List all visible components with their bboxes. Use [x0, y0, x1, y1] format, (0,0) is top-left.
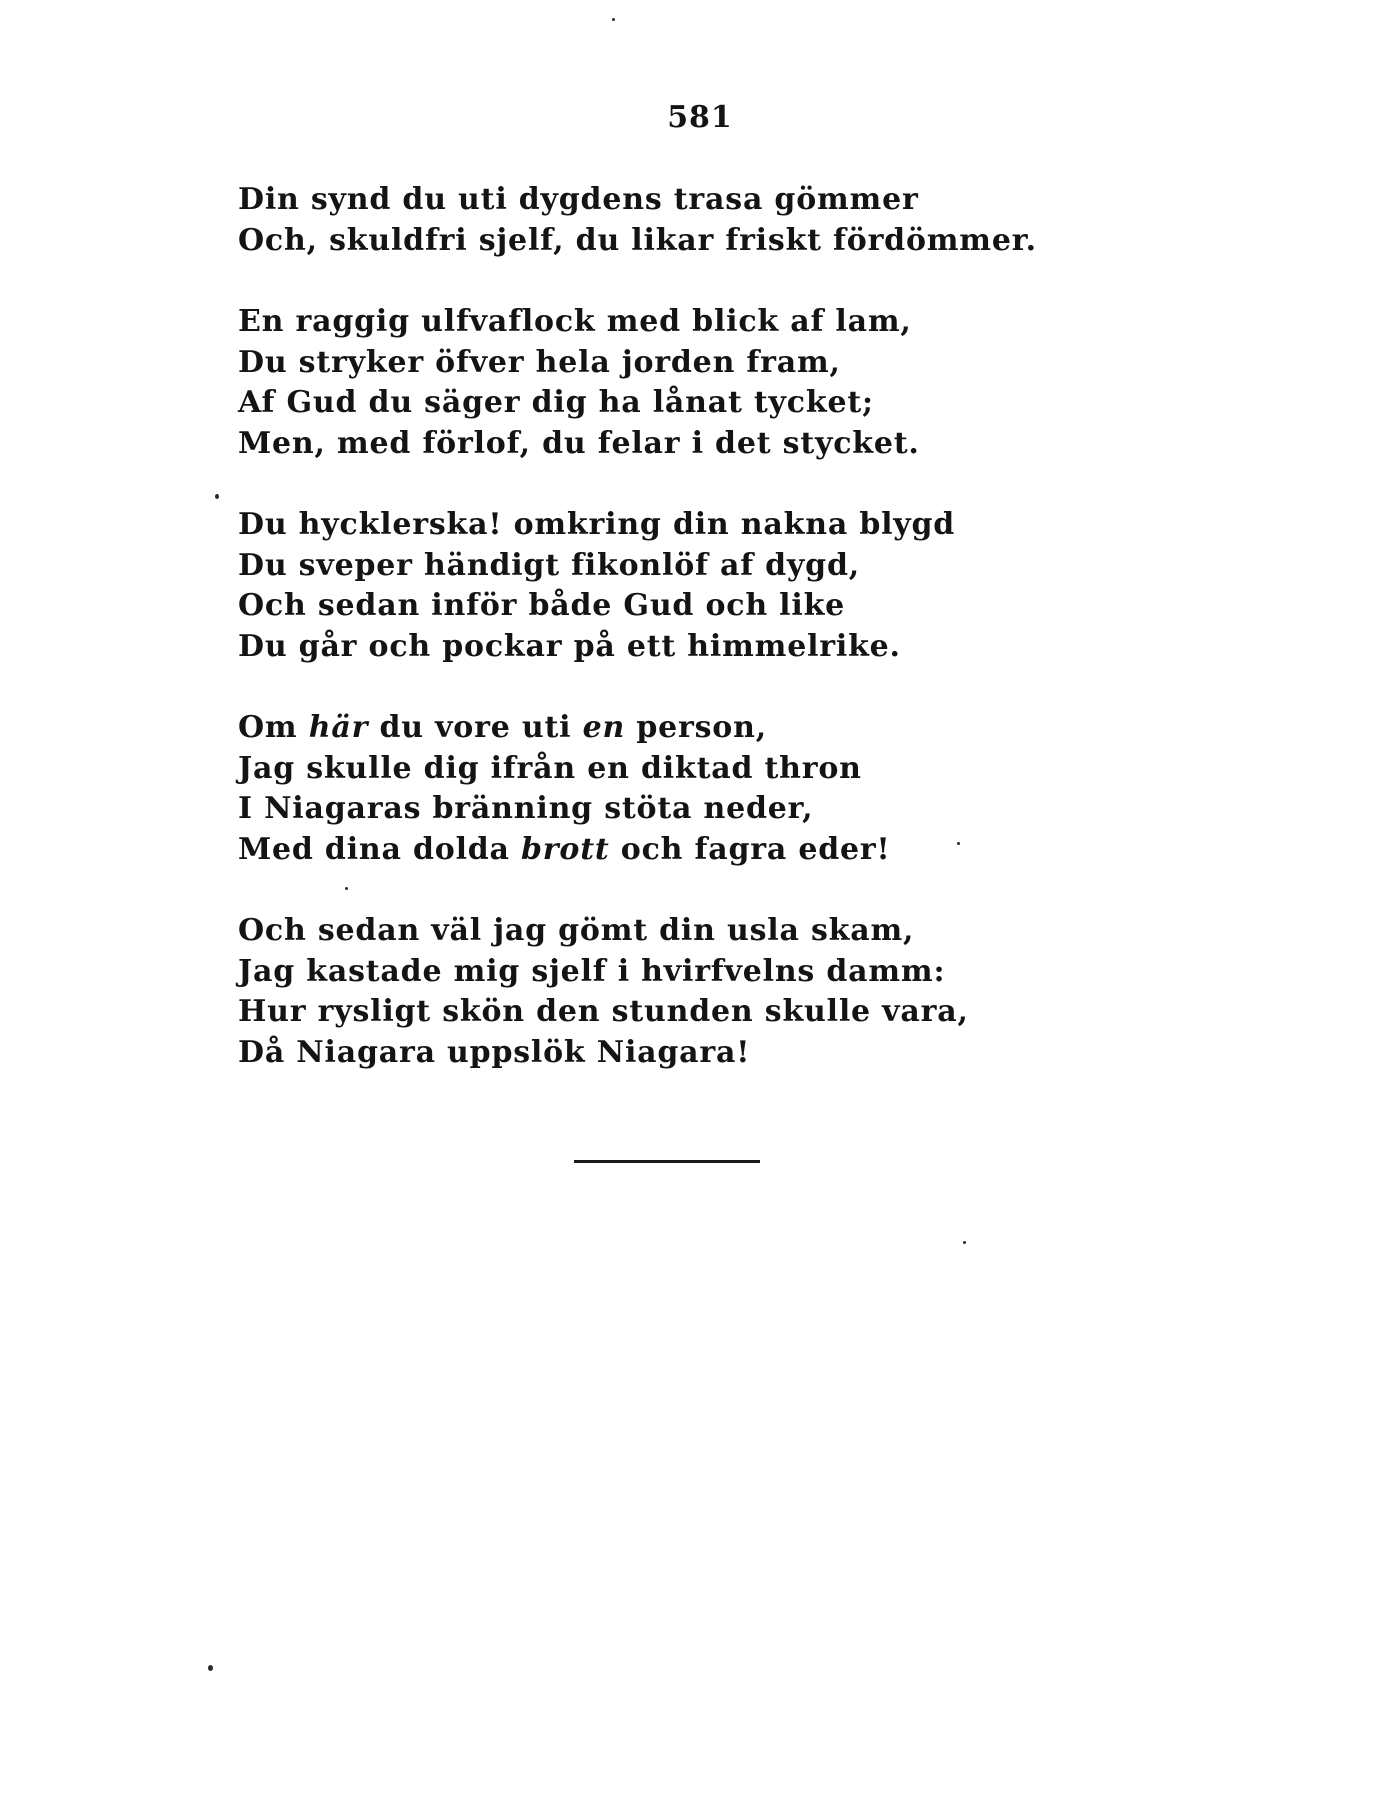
poem-line — [238, 343, 1238, 384]
line-text: Med dina dolda — [238, 831, 522, 867]
stanza — [238, 302, 1238, 464]
poem-line — [238, 992, 1238, 1033]
poem-line — [238, 302, 1238, 343]
line-text: Då Niagara uppslök Niagara! — [238, 1034, 751, 1070]
line-text: I Niagaras bränning stöta neder, — [238, 791, 814, 826]
line-text: Och sedan inför både Gud och like — [238, 588, 846, 623]
line-text: Jag kastade mig sjelf i hvirfvelns damm: — [238, 953, 946, 989]
line-text: och fagra eder! — [609, 831, 891, 867]
stanza — [238, 505, 1238, 667]
poem-line — [238, 180, 1238, 221]
line-text: Om — [238, 710, 309, 745]
line-text: Din synd du uti dygdens trasa gömmer — [238, 182, 919, 217]
line-text: Du går och pockar på ett himmelrike. — [238, 628, 901, 664]
scan-speck — [963, 1241, 966, 1244]
scan-speck — [957, 842, 960, 845]
poem-line — [238, 952, 1238, 993]
poem-line — [238, 830, 1238, 871]
poem-line — [238, 708, 1238, 749]
stanza — [238, 180, 1238, 261]
line-text: Och sedan väl jag gömt din usla skam, — [238, 913, 915, 948]
scan-speck — [208, 1665, 213, 1671]
italic-word: här — [308, 710, 369, 745]
poem-line — [238, 749, 1238, 790]
end-rule — [574, 1160, 760, 1163]
line-text: Jag skulle dig ifrån en diktad thron — [238, 750, 862, 786]
poem-line — [238, 424, 1238, 465]
page-number: 581 — [667, 100, 733, 135]
line-text: En raggig ulfvaflock med blick af lam, — [238, 304, 912, 339]
line-text: Af Gud du säger dig ha lånat tycket; — [238, 385, 874, 420]
poem-line — [238, 586, 1238, 627]
poem — [238, 180, 1238, 1114]
poem-line — [238, 221, 1238, 262]
poem-line — [238, 789, 1238, 830]
italic-word: brott — [521, 831, 610, 867]
line-text: du vore uti — [368, 710, 583, 745]
scan-speck — [612, 18, 615, 21]
stanza — [238, 911, 1238, 1073]
poem-line — [238, 383, 1238, 424]
line-text: Och, skuldfri sjelf, du likar friskt fördömmer. — [238, 222, 1037, 258]
scan-speck — [345, 887, 348, 890]
poem-line — [238, 627, 1238, 668]
poem-line — [238, 911, 1238, 952]
poem-line — [238, 1033, 1238, 1074]
line-text: person, — [625, 710, 767, 745]
italic-word: en — [582, 710, 626, 745]
scan-speck — [215, 494, 219, 499]
line-text: Du sveper händigt fikonlöf af dygd, — [238, 547, 860, 583]
poem-line — [238, 505, 1238, 546]
line-text: Du hycklerska! omkring din nakna blygd — [238, 507, 956, 542]
line-text: Men, med förlof, du felar i det stycket. — [238, 425, 920, 461]
line-text: Hur rysligt skön den stunden skulle vara, — [238, 994, 969, 1029]
stanza — [238, 708, 1238, 870]
poem-line — [238, 546, 1238, 587]
line-text: Du stryker öfver hela jorden fram, — [238, 344, 841, 380]
